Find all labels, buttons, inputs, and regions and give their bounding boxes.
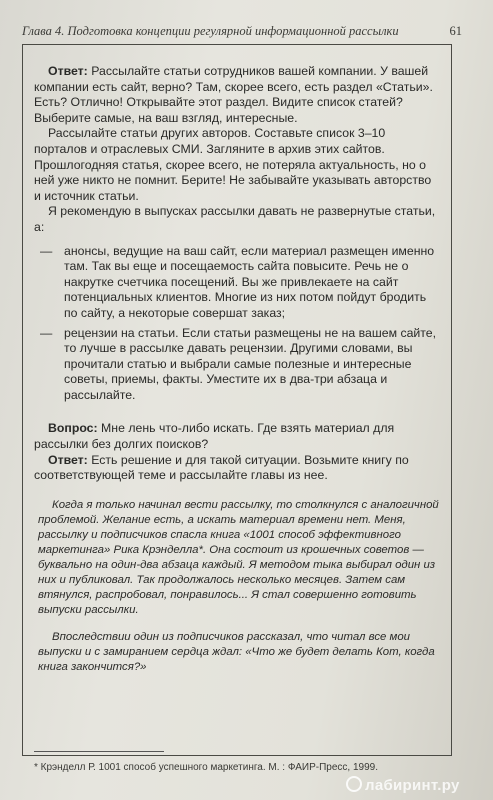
footnote-divider bbox=[34, 751, 164, 752]
list-dash: — bbox=[40, 325, 53, 340]
other-authors-paragraph: Рассылайте статьи других авторов. Составьте список 3–10 порталов и отраслевых СМИ. Загляните в архив этих сайтов. Прошлогодняя статья, скорее всего, не потеряла актуальность, но о ней уже никто не помнит. Берите! Не забывайте указывать авторство и источник статьи. bbox=[34, 126, 432, 203]
answer-text: Есть решение и для такой ситуации. Возьмите книгу по соответствующей теме и рассылайте главы из нее. bbox=[34, 452, 409, 483]
watermark bbox=[346, 776, 460, 794]
list-item-text: анонсы, ведущие на ваш сайт, если материал размещен именно там. Так вы еще и посещаемость сайта повысите. Речь не о накрутке счетчика посещений. Вы же привлекаете на сайт потенциальных клиентов. Многие из них потом пойдут бродить по сайту, а некоторые совершат заказ; bbox=[64, 243, 435, 320]
quote-paragraph: Впоследствии один из подписчиков рассказал, что читал все мои выпуски и с замиранием сердца ждал: «Что же будет делать Кот, когда книга закончится?» bbox=[38, 630, 435, 673]
recommend-paragraph: Я рекомендую в выпусках рассылки давать не развернутые статьи, а: bbox=[34, 204, 436, 234]
answer-text: Рассылайте статьи сотрудников вашей компании. У вашей компании есть сайт, верно? Там, скорее всего, есть раздел «Статьи». Есть? Отлично! Открывайте этот раздел. Видите список статей? Выберите самые, на ваш взгляд, интересные. bbox=[34, 64, 433, 125]
watermark-text: лабиринт.ру bbox=[365, 777, 460, 794]
answer-label: Ответ: bbox=[48, 452, 88, 467]
question-label: Вопрос: bbox=[48, 421, 98, 436]
answer-label: Ответ: bbox=[48, 64, 88, 78]
list-item-text: рецензии на статьи. Если статьи размещены не на вашем сайте, то лучше в рассылке давать рецензии. Другими словами, вы прочитали статью и выбрали самые полезные и интересные советы, приемы, факты. Уместите их в два-три абзаца и рассылайте. bbox=[64, 325, 437, 402]
question-text: Мне лень что-либо искать. Где взять материал для рассылки без долгих поисков? bbox=[34, 421, 395, 452]
quote-block bbox=[38, 498, 439, 675]
recommendation-list bbox=[34, 244, 439, 404]
question-paragraph bbox=[34, 421, 439, 452]
footnote: * Крэнделл Р. 1001 способ успешного маркетинга. М. : ФАИР-Пресс, 1999. bbox=[34, 762, 378, 773]
list-item bbox=[34, 244, 439, 322]
spacer bbox=[34, 409, 439, 421]
page-body bbox=[34, 64, 439, 675]
answer-paragraph-1 bbox=[34, 64, 439, 126]
quote-paragraph: Когда я только начинал вести рассылку, то столкнулся с аналогичной проблемой. Желание есть, а искать материал времени нет. Меня, рассылку и подписчиков спасла книга «1001 способ эффективного маркетинга» Рика Крэнделла*. Она состоит из крошечных советов — буквально на один-два абзаца каждый. Я методом тыка выбирал один из них и публиковал. Так продолжалось несколько месяцев. Затем сам втянулся, распробовал, понравилось... Я стал совершенно готовить выпуски рассылки. bbox=[38, 498, 439, 616]
chapter-title: Глава 4. Подготовка концепции регулярной информационной рассылки bbox=[22, 24, 399, 38]
answer-paragraph-2 bbox=[34, 453, 439, 484]
list-dash: — bbox=[40, 243, 53, 258]
running-header bbox=[22, 24, 462, 39]
list-item bbox=[34, 326, 439, 404]
labirint-logo-icon bbox=[346, 776, 362, 792]
page-number: 61 bbox=[449, 24, 462, 38]
